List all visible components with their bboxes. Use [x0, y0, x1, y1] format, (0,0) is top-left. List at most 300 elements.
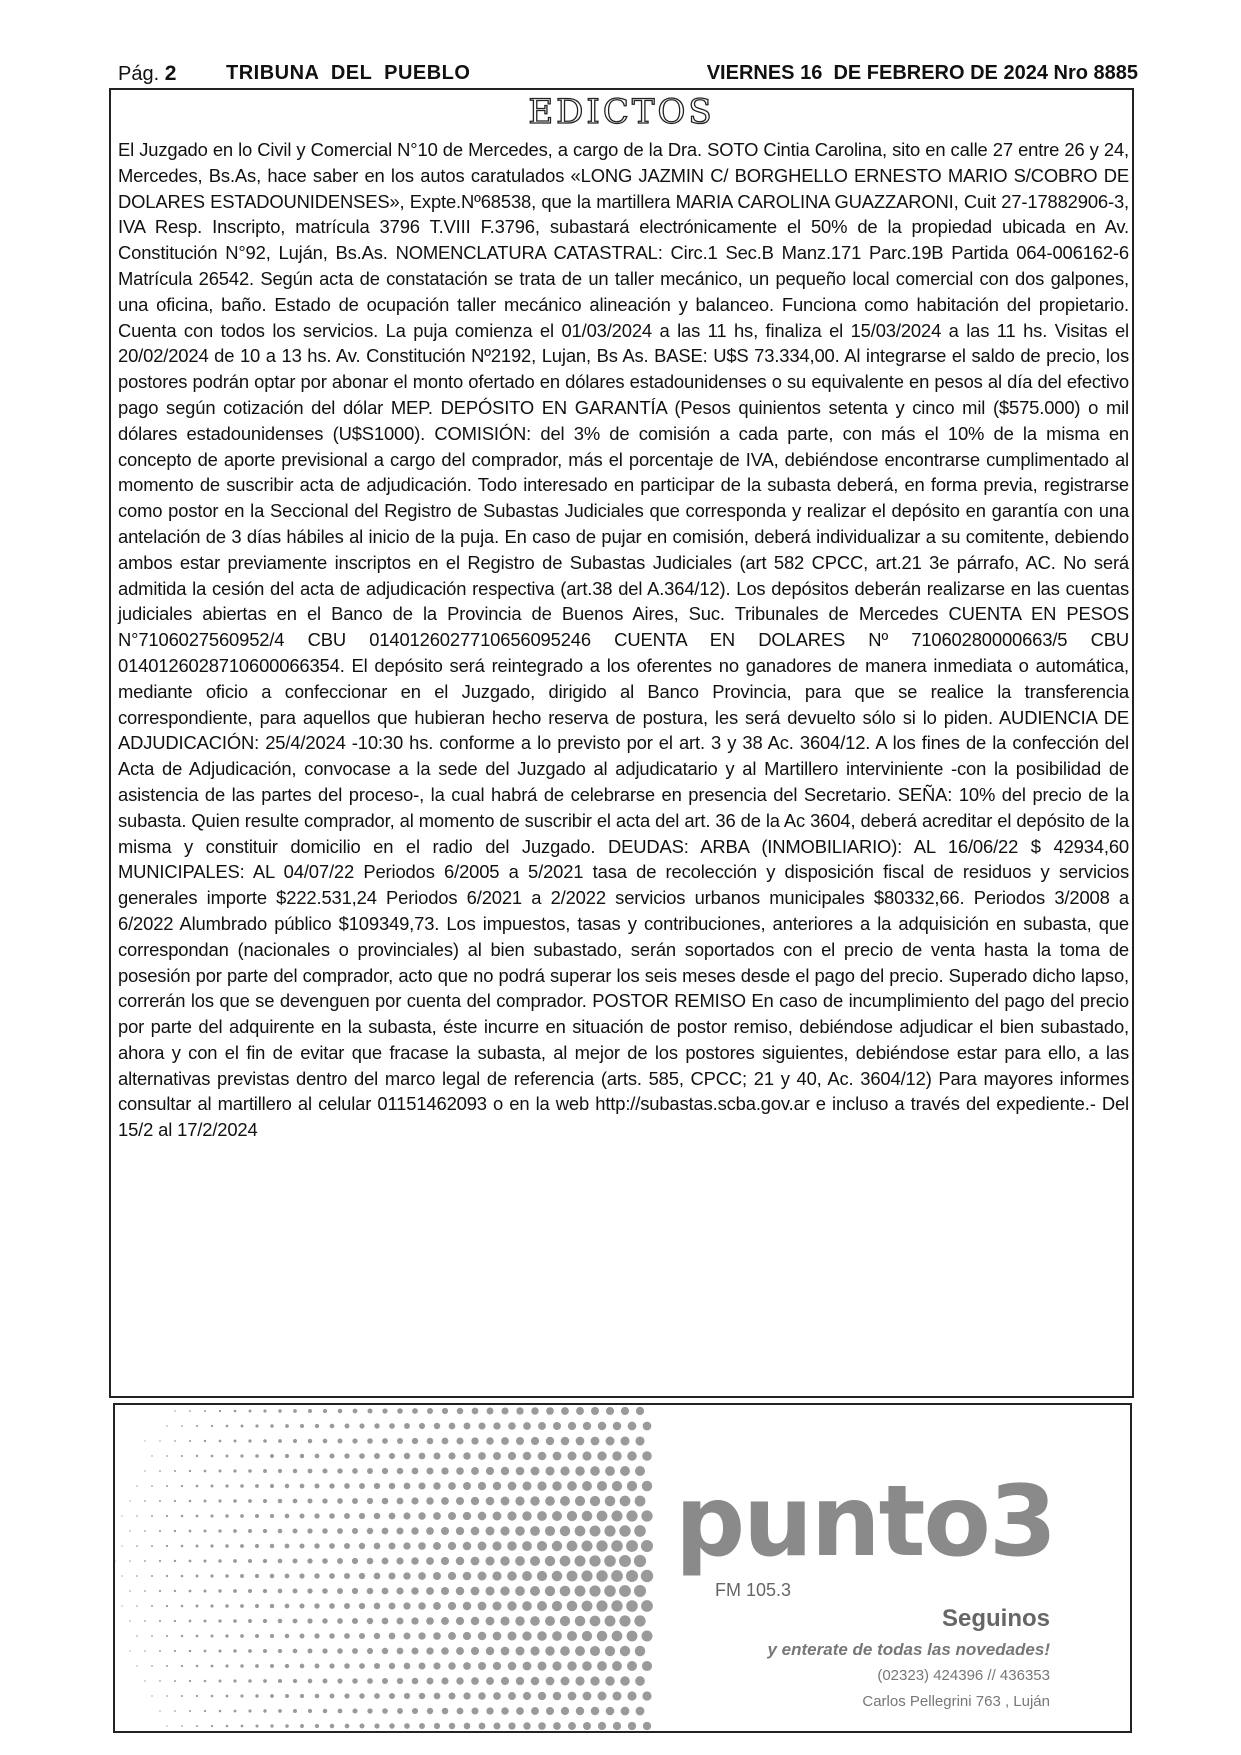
halftone-dot — [597, 1451, 606, 1460]
halftone-dot — [478, 1542, 487, 1551]
halftone-dot — [478, 1512, 487, 1521]
halftone-dot — [552, 1541, 562, 1551]
halftone-dot — [597, 1661, 607, 1671]
halftone-dot — [233, 1469, 236, 1472]
halftone-dot — [567, 1511, 577, 1521]
halftone-dot — [523, 1422, 531, 1430]
halftone-dot — [515, 1526, 525, 1536]
halftone-dot — [210, 1514, 213, 1517]
halftone-dot — [159, 1710, 160, 1711]
halftone-dot — [374, 1483, 380, 1489]
halftone-dot — [434, 1723, 440, 1729]
halftone-dot — [598, 1692, 607, 1701]
halftone-dot — [596, 1600, 607, 1611]
halftone-dot — [248, 1709, 251, 1712]
halftone-dot — [219, 1440, 222, 1443]
halftone-dot — [225, 1484, 228, 1487]
halftone-dot — [352, 1618, 358, 1624]
halftone-dot — [397, 1648, 404, 1655]
halftone-dot — [374, 1573, 381, 1580]
halftone-dot — [330, 1424, 335, 1429]
halftone-dot — [596, 1570, 607, 1581]
halftone-dot — [411, 1497, 418, 1504]
halftone-dot — [403, 1512, 410, 1519]
halftone-dot — [568, 1722, 576, 1730]
halftone-dot — [233, 1559, 237, 1563]
halftone-dot — [382, 1618, 389, 1625]
halftone-dot — [641, 1540, 653, 1552]
halftone-dot — [493, 1452, 501, 1460]
halftone-dot — [605, 1466, 615, 1476]
halftone-dot — [136, 1635, 138, 1637]
halftone-dot — [442, 1408, 448, 1414]
halftone-dot — [367, 1558, 374, 1565]
halftone-dot — [433, 1602, 441, 1610]
halftone-dot — [240, 1604, 244, 1608]
halftone-dot — [263, 1439, 267, 1443]
halftone-dot — [159, 1590, 161, 1592]
halftone-dot — [263, 1499, 267, 1503]
halftone-dot — [225, 1514, 228, 1517]
halftone-dot — [270, 1634, 274, 1638]
halftone-dot — [611, 1600, 622, 1611]
ad-address: Carlos Pellegrini 763 , Luján — [862, 1693, 1050, 1710]
halftone-dot — [144, 1440, 145, 1441]
halftone-dot — [471, 1647, 479, 1655]
halftone-dot — [263, 1649, 267, 1653]
halftone-dot — [352, 1678, 358, 1684]
halftone-dot — [553, 1692, 562, 1701]
halftone-dot — [359, 1483, 365, 1489]
halftone-dot — [308, 1439, 312, 1443]
halftone-dot — [352, 1468, 358, 1474]
halftone-dot — [537, 1481, 546, 1490]
halftone-dot — [620, 1436, 629, 1445]
halftone-dot — [204, 1620, 207, 1623]
halftone-dot — [174, 1680, 176, 1682]
halftone-dot — [263, 1709, 266, 1712]
halftone-dot — [575, 1586, 586, 1597]
halftone-dot — [516, 1467, 525, 1476]
halftone-dot — [471, 1467, 479, 1475]
halftone-dot — [634, 1585, 646, 1597]
halftone-dot — [612, 1631, 623, 1642]
halftone-dot — [628, 1722, 636, 1730]
halftone-dot — [226, 1425, 229, 1428]
halftone-dot — [136, 1605, 138, 1607]
halftone-dot — [442, 1438, 449, 1445]
advertisement — [113, 1403, 1132, 1733]
halftone-dot — [472, 1408, 479, 1415]
halftone-dot — [583, 1722, 591, 1730]
halftone-dot — [419, 1723, 425, 1729]
halftone-dot — [293, 1709, 297, 1713]
halftone-dot — [210, 1604, 213, 1607]
issue-date: VIERNES 16 DE FEBRERO DE 2024 Nro 8885 — [706, 62, 1138, 84]
halftone-dot — [367, 1468, 373, 1474]
halftone-dot — [515, 1616, 524, 1625]
halftone-dot — [486, 1497, 495, 1506]
halftone-dot — [441, 1527, 449, 1535]
halftone-dot — [322, 1498, 327, 1503]
halftone-dot — [196, 1575, 199, 1578]
halftone-dot — [531, 1677, 540, 1686]
halftone-dot — [575, 1616, 586, 1627]
halftone-dot — [255, 1544, 259, 1548]
halftone-dot — [337, 1468, 342, 1473]
halftone-dot — [225, 1634, 228, 1637]
halftone-dot — [389, 1513, 396, 1520]
halftone-dot — [293, 1409, 297, 1413]
halftone-dot — [285, 1724, 289, 1728]
halftone-dot — [255, 1694, 258, 1697]
halftone-dot — [374, 1513, 381, 1520]
halftone-dot — [278, 1469, 282, 1473]
halftone-dot — [605, 1676, 614, 1685]
halftone-dot — [315, 1724, 319, 1728]
halftone-dot — [442, 1708, 449, 1715]
halftone-dot — [478, 1692, 486, 1700]
halftone-dot — [367, 1648, 373, 1654]
halftone-dot — [382, 1498, 389, 1505]
halftone-dot — [441, 1557, 449, 1565]
halftone-dot — [522, 1571, 532, 1581]
halftone-dot — [129, 1650, 130, 1651]
halftone-dot — [151, 1515, 153, 1517]
halftone-dot — [576, 1707, 584, 1715]
ad-headline: Seguinos — [941, 1605, 1050, 1632]
halftone-dot — [516, 1647, 525, 1656]
halftone-dot — [507, 1631, 516, 1640]
halftone-dot — [270, 1604, 274, 1608]
halftone-dot — [240, 1664, 243, 1667]
halftone-dot — [486, 1617, 495, 1626]
halftone-dot — [612, 1451, 621, 1460]
halftone-dot — [255, 1574, 259, 1578]
halftone-dot — [374, 1423, 379, 1428]
halftone-dot — [389, 1453, 395, 1459]
halftone-dot — [613, 1422, 622, 1431]
page-header — [118, 60, 1138, 90]
halftone-dot — [367, 1588, 374, 1595]
halftone-dot — [359, 1543, 365, 1549]
halftone-dot — [329, 1453, 334, 1458]
halftone-dot — [121, 1575, 122, 1576]
halftone-dot — [397, 1498, 404, 1505]
halftone-dot — [591, 1707, 600, 1716]
halftone-dot — [545, 1616, 555, 1626]
halftone-dot — [248, 1679, 251, 1682]
halftone-dot — [389, 1483, 396, 1490]
halftone-dot — [500, 1556, 509, 1565]
halftone-dot — [626, 1540, 638, 1552]
halftone-dot — [278, 1709, 282, 1713]
halftone-dot — [352, 1648, 358, 1654]
halftone-dot — [314, 1513, 319, 1518]
halftone-dot — [248, 1559, 252, 1563]
halftone-dot — [583, 1422, 591, 1430]
halftone-dot — [388, 1572, 395, 1579]
halftone-dot — [129, 1620, 130, 1621]
halftone-dot — [606, 1707, 615, 1716]
halftone-dot — [522, 1631, 531, 1640]
halftone-dot — [240, 1544, 244, 1548]
halftone-dot — [248, 1529, 252, 1533]
halftone-dot — [404, 1663, 411, 1670]
halftone-dot — [196, 1455, 198, 1457]
halftone-dot — [323, 1439, 328, 1444]
halftone-dot — [560, 1646, 570, 1656]
halftone-dot — [151, 1695, 152, 1696]
halftone-dot — [353, 1409, 358, 1414]
halftone-dot — [323, 1709, 328, 1714]
halftone-dot — [151, 1455, 152, 1456]
halftone-dot — [255, 1424, 258, 1427]
halftone-dot — [323, 1409, 327, 1413]
halftone-dot — [210, 1634, 213, 1637]
halftone-dot — [568, 1692, 577, 1701]
halftone-dot — [516, 1707, 524, 1715]
halftone-dot — [486, 1677, 494, 1685]
halftone-dot — [456, 1497, 464, 1505]
halftone-dot — [642, 1631, 653, 1642]
halftone-dot — [641, 1600, 653, 1612]
halftone-dot — [427, 1408, 433, 1414]
halftone-dot — [492, 1601, 501, 1610]
halftone-dot — [606, 1437, 615, 1446]
halftone-dot — [204, 1470, 207, 1473]
halftone-dot — [174, 1530, 176, 1532]
halftone-dot — [538, 1452, 547, 1461]
halftone-dot — [635, 1646, 646, 1657]
halftone-dot — [500, 1616, 509, 1625]
halftone-dot — [248, 1469, 252, 1473]
halftone-dot — [487, 1408, 494, 1415]
halftone-dot — [330, 1724, 334, 1728]
halftone-dot — [144, 1590, 146, 1592]
halftone-dot — [308, 1679, 313, 1684]
halftone-dot — [641, 1510, 652, 1521]
halftone-dot — [189, 1650, 192, 1653]
halftone-dot — [448, 1512, 456, 1520]
halftone-dot — [560, 1616, 570, 1626]
halftone-dot — [189, 1410, 191, 1412]
halftone-dot — [204, 1440, 206, 1442]
halftone-dot — [463, 1542, 472, 1551]
halftone-dot — [196, 1725, 198, 1727]
halftone-dot — [479, 1723, 486, 1730]
halftone-dot — [478, 1452, 486, 1460]
halftone-dot — [226, 1695, 229, 1698]
halftone-dot — [463, 1482, 471, 1490]
halftone-dot — [352, 1708, 357, 1713]
halftone-dot — [507, 1601, 516, 1610]
halftone-dot — [642, 1451, 652, 1461]
halftone-dot — [612, 1511, 623, 1522]
halftone-dot — [166, 1515, 168, 1517]
halftone-dot — [619, 1585, 631, 1597]
halftone-dot — [248, 1439, 251, 1442]
halftone-dot — [545, 1646, 554, 1655]
halftone-dot — [471, 1677, 479, 1685]
halftone-dots-graphic — [115, 1405, 655, 1733]
halftone-dot — [367, 1678, 373, 1684]
halftone-dot — [174, 1500, 176, 1502]
halftone-dot — [553, 1422, 561, 1430]
halftone-dot — [627, 1661, 637, 1671]
halftone-dot — [129, 1560, 131, 1562]
halftone-dot — [583, 1692, 592, 1701]
halftone-dot — [456, 1527, 464, 1535]
halftone-dot — [233, 1499, 237, 1503]
halftone-dot — [367, 1708, 372, 1713]
halftone-dot — [537, 1631, 547, 1641]
halftone-dot — [567, 1661, 576, 1670]
halftone-dot — [382, 1648, 388, 1654]
halftone-dot — [249, 1410, 252, 1413]
halftone-dot — [448, 1572, 456, 1580]
halftone-dot — [590, 1466, 600, 1476]
halftone-dot — [344, 1663, 350, 1669]
halftone-dot — [493, 1662, 501, 1670]
halftone-dot — [545, 1496, 555, 1506]
halftone-dot — [463, 1512, 471, 1520]
halftone-dot — [308, 1709, 312, 1713]
halftone-dot — [203, 1559, 206, 1562]
halftone-dot — [493, 1512, 502, 1521]
halftone-dot — [464, 1723, 471, 1730]
halftone-dot — [159, 1530, 161, 1532]
halftone-dot — [240, 1454, 243, 1457]
halftone-dot — [636, 1407, 644, 1415]
halftone-dot — [507, 1571, 517, 1581]
halftone-dot — [300, 1634, 305, 1639]
halftone-dot — [427, 1438, 434, 1445]
halftone-dot — [270, 1454, 274, 1458]
halftone-dot — [374, 1603, 381, 1610]
halftone-dot — [189, 1440, 191, 1442]
halftone-dot — [598, 1722, 606, 1730]
halftone-dot — [174, 1650, 176, 1652]
halftone-dot — [627, 1481, 637, 1491]
halftone-dot — [211, 1695, 214, 1698]
halftone-dot — [248, 1589, 252, 1593]
halftone-dot — [166, 1545, 168, 1547]
halftone-dot — [396, 1527, 403, 1534]
halftone-dot — [270, 1484, 274, 1488]
halftone-dot — [278, 1619, 283, 1624]
halftone-dot — [568, 1422, 576, 1430]
halftone-dot — [367, 1408, 372, 1413]
halftone-dot — [210, 1544, 213, 1547]
halftone-dot — [359, 1663, 365, 1669]
halftone-dot — [389, 1723, 394, 1728]
halftone-dot — [300, 1484, 305, 1489]
halftone-dot — [485, 1556, 494, 1565]
halftone-dot — [389, 1603, 396, 1610]
halftone-dot — [189, 1620, 192, 1623]
halftone-dot — [293, 1589, 298, 1594]
halftone-dot — [189, 1530, 192, 1533]
halftone-dot — [322, 1528, 328, 1534]
halftone-dot — [307, 1528, 312, 1533]
halftone-dot — [196, 1635, 199, 1638]
halftone-dot — [166, 1605, 168, 1607]
halftone-dot — [597, 1511, 608, 1522]
halftone-dot — [285, 1514, 290, 1519]
halftone-dot — [590, 1496, 600, 1506]
halftone-dot — [560, 1526, 570, 1536]
halftone-dot — [352, 1588, 358, 1594]
halftone-dot — [293, 1649, 298, 1654]
halftone-dot — [418, 1542, 426, 1550]
halftone-dot — [589, 1585, 600, 1596]
halftone-dot — [552, 1511, 562, 1521]
halftone-dot — [352, 1528, 358, 1534]
halftone-dot — [285, 1664, 289, 1668]
halftone-dot — [181, 1515, 184, 1518]
halftone-dot — [441, 1587, 449, 1595]
halftone-dot — [359, 1693, 364, 1698]
halftone-dot — [418, 1482, 425, 1489]
halftone-dot — [300, 1454, 304, 1458]
halftone-dot — [189, 1470, 191, 1472]
halftone-dot — [352, 1558, 358, 1564]
halftone-dot — [508, 1422, 516, 1430]
halftone-dot — [552, 1661, 561, 1670]
halftone-dot — [218, 1559, 221, 1562]
halftone-dot — [359, 1633, 365, 1639]
halftone-dot — [522, 1601, 532, 1611]
halftone-dot — [293, 1439, 297, 1443]
halftone-dot — [270, 1514, 274, 1518]
halftone-dot — [337, 1528, 343, 1534]
halftone-dot — [159, 1470, 161, 1472]
page-number: 2 — [164, 62, 177, 85]
halftone-dot — [225, 1574, 229, 1578]
halftone-dot — [522, 1481, 531, 1490]
halftone-dot — [307, 1618, 312, 1623]
halftone-dot — [553, 1722, 561, 1730]
halftone-dot — [136, 1515, 138, 1517]
halftone-dot — [204, 1650, 207, 1653]
halftone-dot — [576, 1407, 584, 1415]
halftone-dot — [561, 1677, 570, 1686]
halftone-dot — [464, 1423, 471, 1430]
halftone-dot — [486, 1437, 494, 1445]
halftone-dot — [382, 1468, 388, 1474]
halftone-dot — [174, 1620, 176, 1622]
halftone-dot — [471, 1707, 478, 1714]
halftone-dot — [635, 1436, 644, 1445]
halftone-dot — [329, 1543, 335, 1549]
halftone-dot — [345, 1424, 350, 1429]
halftone-dot — [634, 1555, 646, 1567]
halftone-dot — [300, 1424, 304, 1428]
halftone-dot — [337, 1648, 343, 1654]
halftone-dot — [136, 1545, 138, 1547]
halftone-dot — [211, 1425, 213, 1427]
halftone-dot — [508, 1662, 517, 1671]
halftone-dot — [181, 1425, 183, 1427]
halftone-dot — [299, 1573, 304, 1578]
halftone-dot — [621, 1707, 630, 1716]
halftone-dot — [471, 1497, 479, 1505]
halftone-dot — [278, 1439, 282, 1443]
halftone-dot — [493, 1482, 502, 1491]
halftone-dot — [144, 1530, 146, 1532]
halftone-dot — [605, 1616, 616, 1627]
